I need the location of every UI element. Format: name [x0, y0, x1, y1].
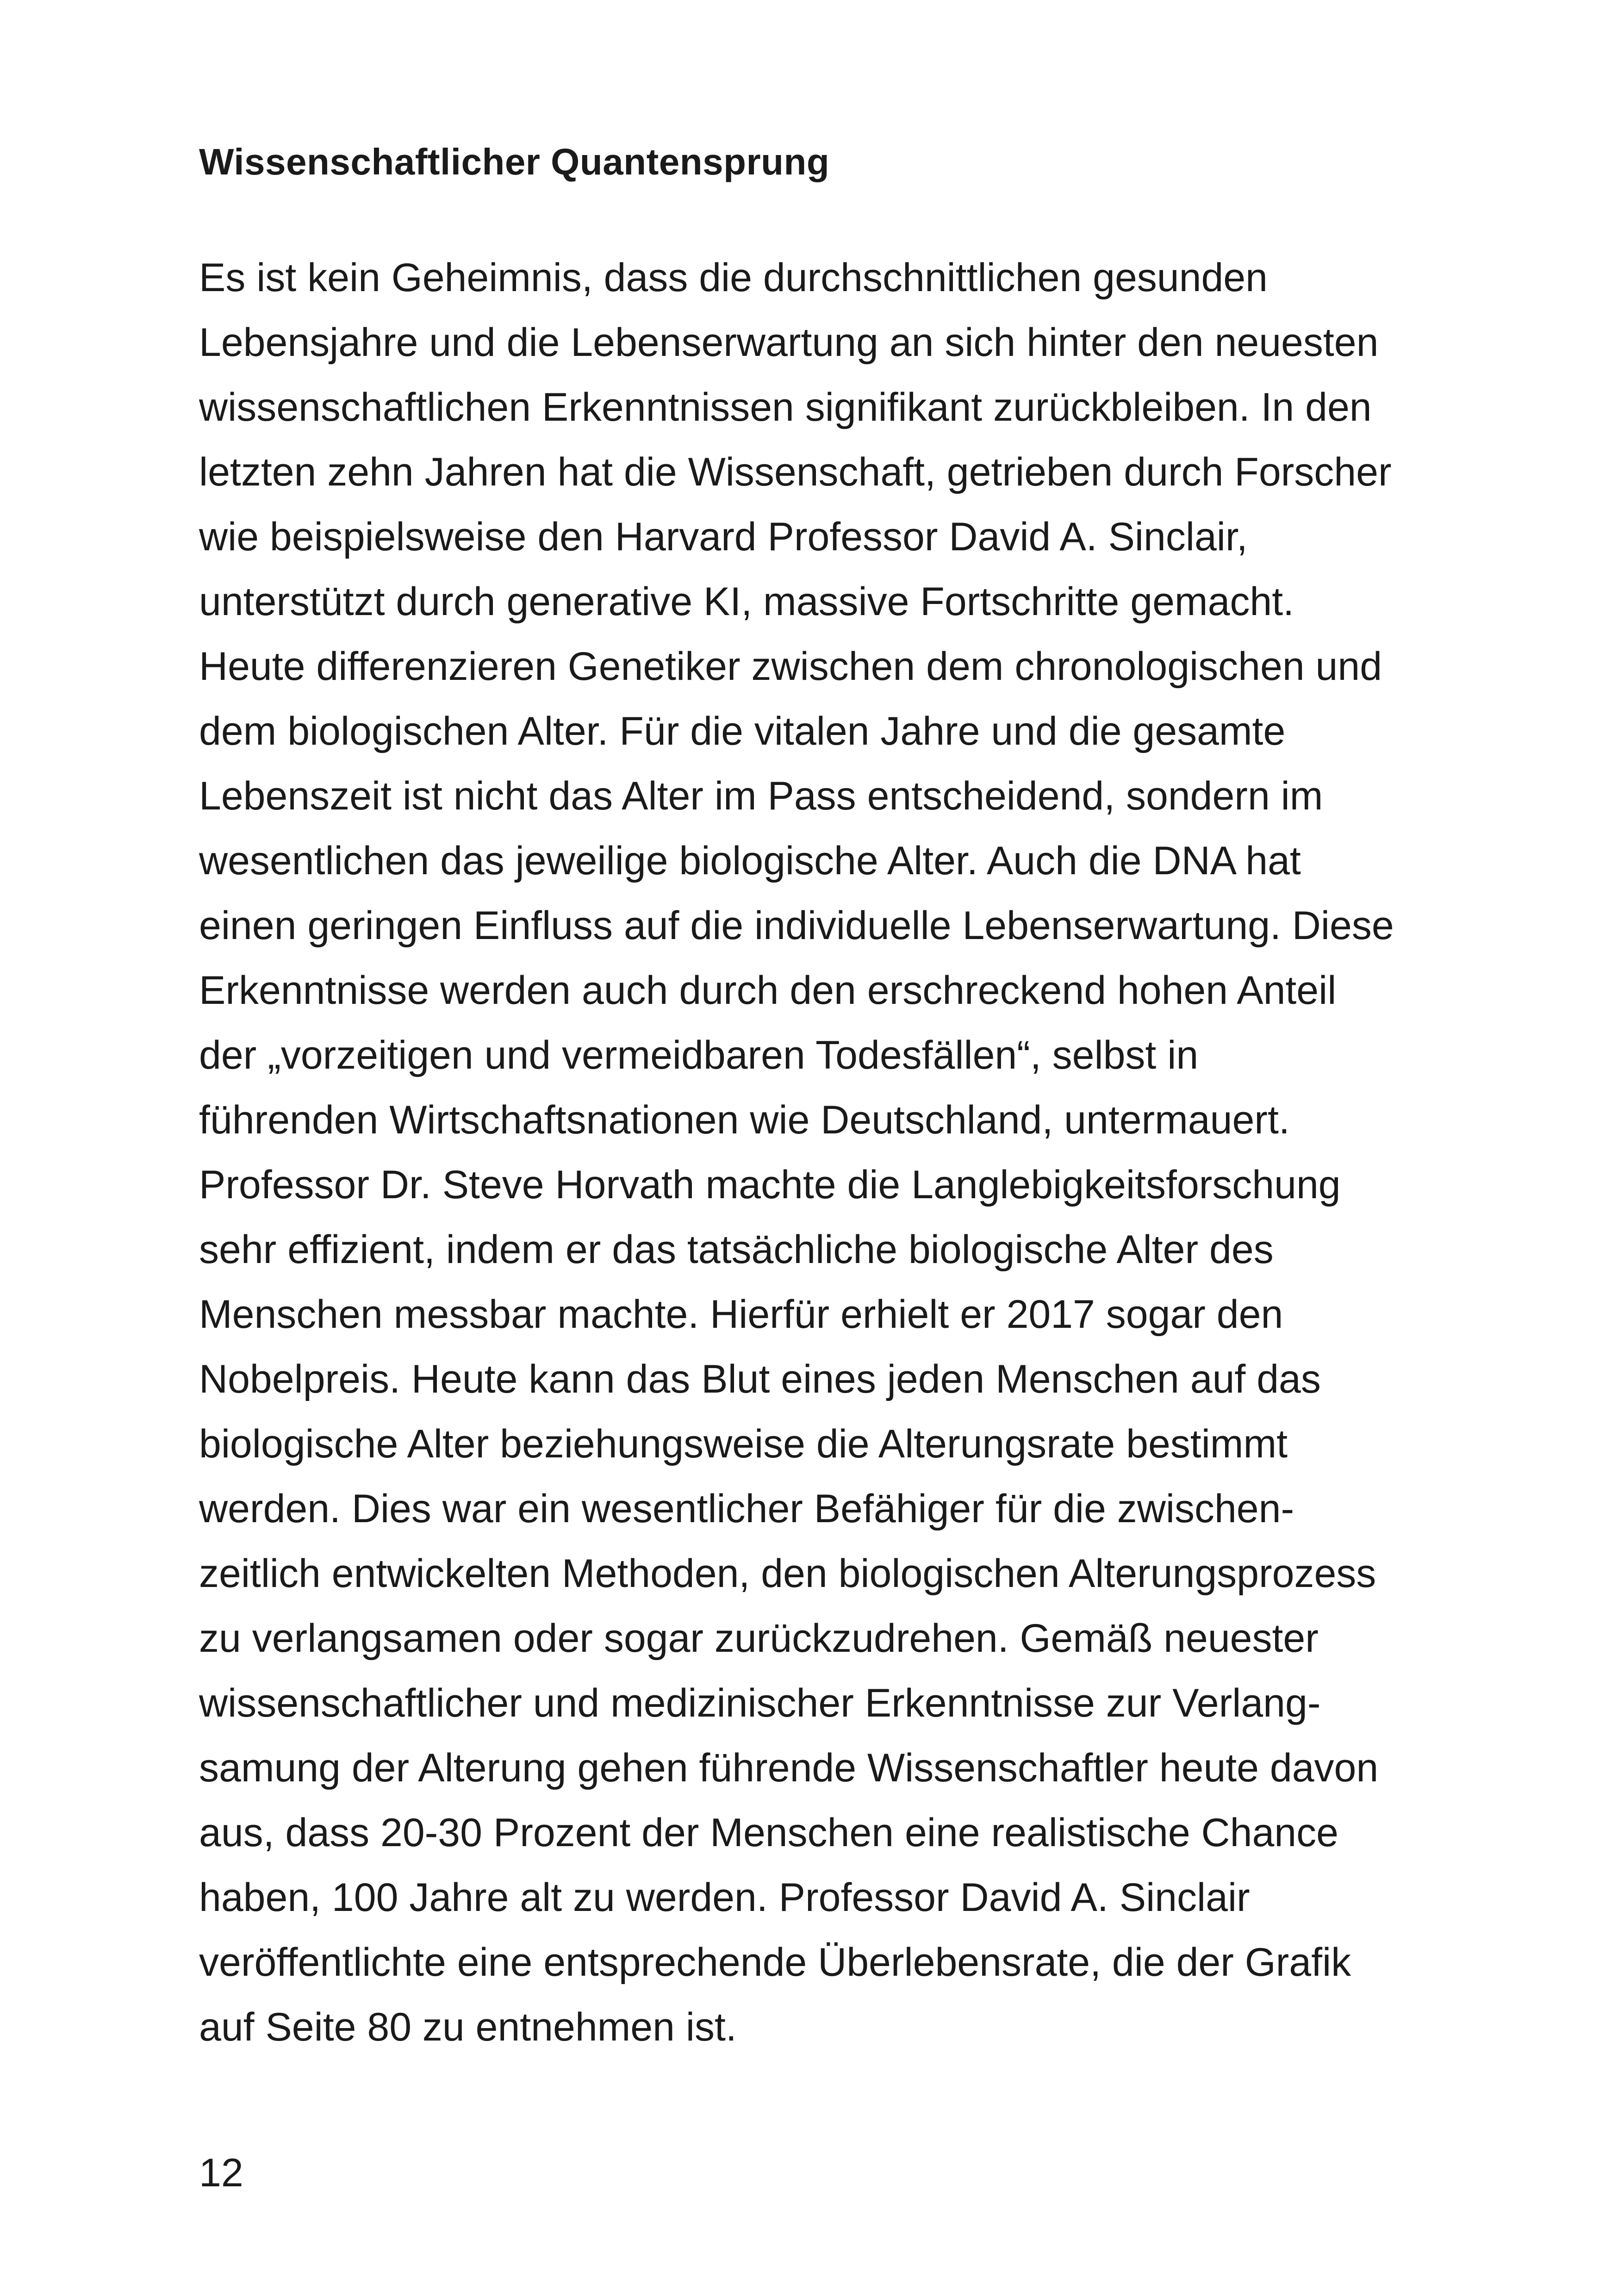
text-line: Erkenntnisse werden auch durch den erschreckend hohen Anteil [199, 968, 1337, 1013]
text-line: führenden Wirtschaftsnationen wie Deutschland, untermauert. [199, 1098, 1290, 1142]
text-line: wesentlichen das jeweilige biologische Alter. Auch die DNA hat [199, 839, 1301, 883]
text-line: zeitlich entwickelten Methoden, den biologischen Alterungsprozess [199, 1551, 1376, 1596]
text-line: der „vorzeitigen und vermeidbaren Todesfällen“, selbst in [199, 1033, 1199, 1077]
text-line: veröffentlichte eine entsprechende Überlebensrate, die der Grafik [199, 1940, 1351, 1985]
text-line: haben, 100 Jahre alt zu werden. Professor David A. Sinclair [199, 1875, 1250, 1920]
body-paragraph [199, 245, 1467, 2060]
text-line: auf Seite 80 zu entnehmen ist. [199, 2005, 737, 2049]
text-line: Nobelpreis. Heute kann das Blut eines jeden Menschen auf das [199, 1357, 1321, 1401]
text-line: sehr effizient, indem er das tatsächliche biologische Alter des [199, 1227, 1274, 1272]
text-line: biologische Alter beziehungsweise die Alterungsrate bestimmt [199, 1422, 1288, 1466]
text-line: letzten zehn Jahren hat die Wissenschaft, getrieben durch Forscher [199, 450, 1392, 494]
text-line: wissenschaftlichen Erkenntnissen signifikant zurückbleiben. In den [199, 385, 1372, 429]
text-line: Heute differenzieren Genetiker zwischen dem chronologischen und [199, 644, 1382, 689]
text-line: aus, dass 20-30 Prozent der Menschen eine realistische Chance [199, 1811, 1338, 1855]
page-number: 12 [199, 2151, 243, 2195]
text-line: wissenschaftlicher und medizinischer Erkenntnisse zur Verlang- [199, 1681, 1321, 1725]
text-line: wie beispielsweise den Harvard Professor David A. Sinclair, [199, 515, 1248, 559]
text-line: samung der Alterung gehen führende Wissenschaftler heute davon [199, 1746, 1379, 1790]
text-line: zu verlangsamen oder sogar zurückzudrehen. Gemäß neuester [199, 1616, 1319, 1661]
text-line: Es ist kein Geheimnis, dass die durchschnittlichen gesunden [199, 255, 1268, 300]
text-line: Menschen messbar machte. Hierfür erhielt er 2017 sogar den [199, 1292, 1283, 1337]
text-line: Lebensjahre und die Lebenserwartung an sich hinter den neuesten [199, 320, 1379, 365]
text-line: Professor Dr. Steve Horvath machte die Langlebigkeitsforschung [199, 1163, 1341, 1207]
text-line: einen geringen Einfluss auf die individuelle Lebenserwartung. Diese [199, 903, 1394, 948]
text-line: unterstützt durch generative KI, massive Fortschritte gemacht. [199, 579, 1294, 624]
text-line: Lebenszeit ist nicht das Alter im Pass entscheidend, sondern im [199, 774, 1323, 818]
section-heading: Wissenschaftlicher Quantensprung [199, 141, 830, 182]
text-line: dem biologischen Alter. Für die vitalen Jahre und die gesamte [199, 709, 1286, 753]
text-line: werden. Dies war ein wesentlicher Befähiger für die zwischen- [199, 1487, 1294, 1531]
